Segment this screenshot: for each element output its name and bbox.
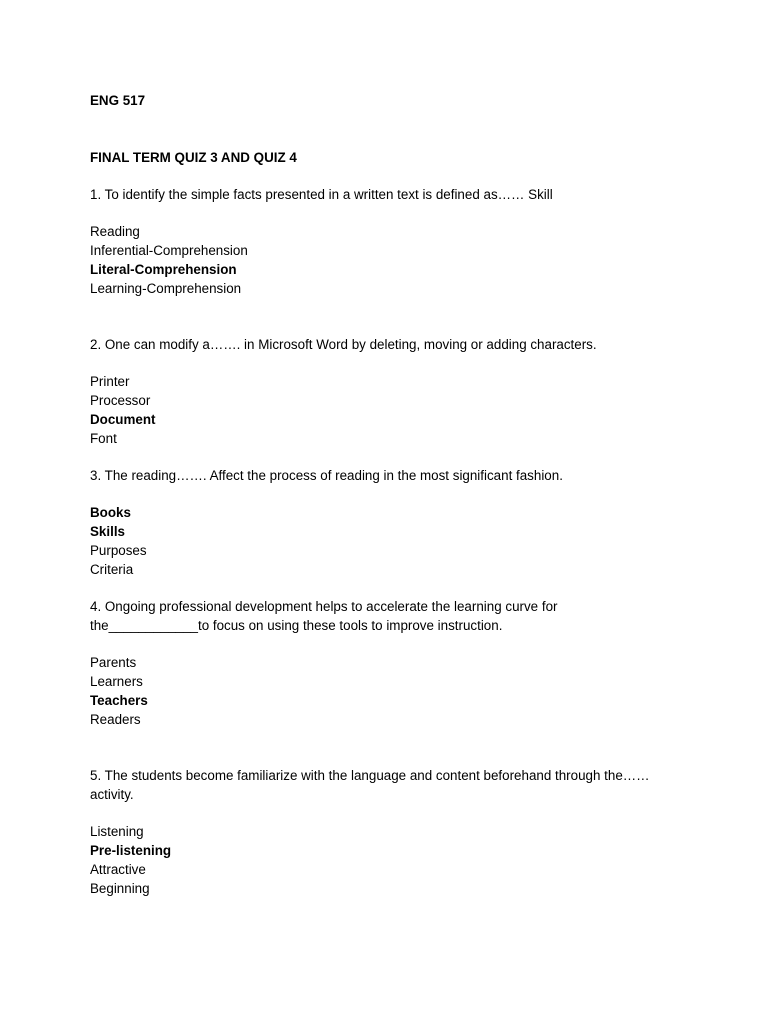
correct-answer-option: Books bbox=[90, 505, 131, 520]
question-text-continued: activity. bbox=[90, 787, 134, 802]
answer-option: Learning-Comprehension bbox=[90, 281, 242, 296]
question-text: 2. One can modify a……. in Microsoft Word by deleting, moving or adding characters. bbox=[90, 337, 597, 352]
question-text: 1. To identify the simple facts presented in a written text is defined as…… Skill bbox=[90, 187, 553, 202]
correct-answer-option: Literal-Comprehension bbox=[90, 262, 237, 277]
answer-option: Attractive bbox=[90, 862, 146, 877]
quiz-title: FINAL TERM QUIZ 3 AND QUIZ 4 bbox=[90, 150, 297, 165]
correct-answer-option: Skills bbox=[90, 524, 125, 539]
correct-answer-option: Pre-listening bbox=[90, 843, 172, 858]
question-text: 4. Ongoing professional development helps to accelerate the learning curve for bbox=[90, 599, 558, 614]
answer-option: Processor bbox=[90, 393, 151, 408]
correct-answer-option: Teachers bbox=[90, 693, 148, 708]
answer-option: Criteria bbox=[90, 562, 134, 577]
question-text: 3. The reading……. Affect the process of reading in the most significant fashion. bbox=[90, 468, 563, 483]
question-text-continued: the____________to focus on using these tools to improve instruction. bbox=[90, 618, 503, 633]
answer-option: Readers bbox=[90, 712, 141, 727]
answer-option: Printer bbox=[90, 374, 130, 389]
answer-option: Learners bbox=[90, 674, 143, 689]
answer-option: Listening bbox=[90, 824, 144, 839]
answer-option: Inferential-Comprehension bbox=[90, 243, 248, 258]
correct-answer-option: Document bbox=[90, 412, 156, 427]
answer-option: Parents bbox=[90, 655, 137, 670]
question-text: 5. The students become familiarize with the language and content beforehand through the…… bbox=[90, 768, 650, 783]
answer-option: Reading bbox=[90, 224, 140, 239]
course-code: ENG 517 bbox=[90, 93, 146, 108]
answer-option: Beginning bbox=[90, 881, 150, 896]
answer-option: Font bbox=[90, 431, 117, 446]
answer-option: Purposes bbox=[90, 543, 147, 558]
